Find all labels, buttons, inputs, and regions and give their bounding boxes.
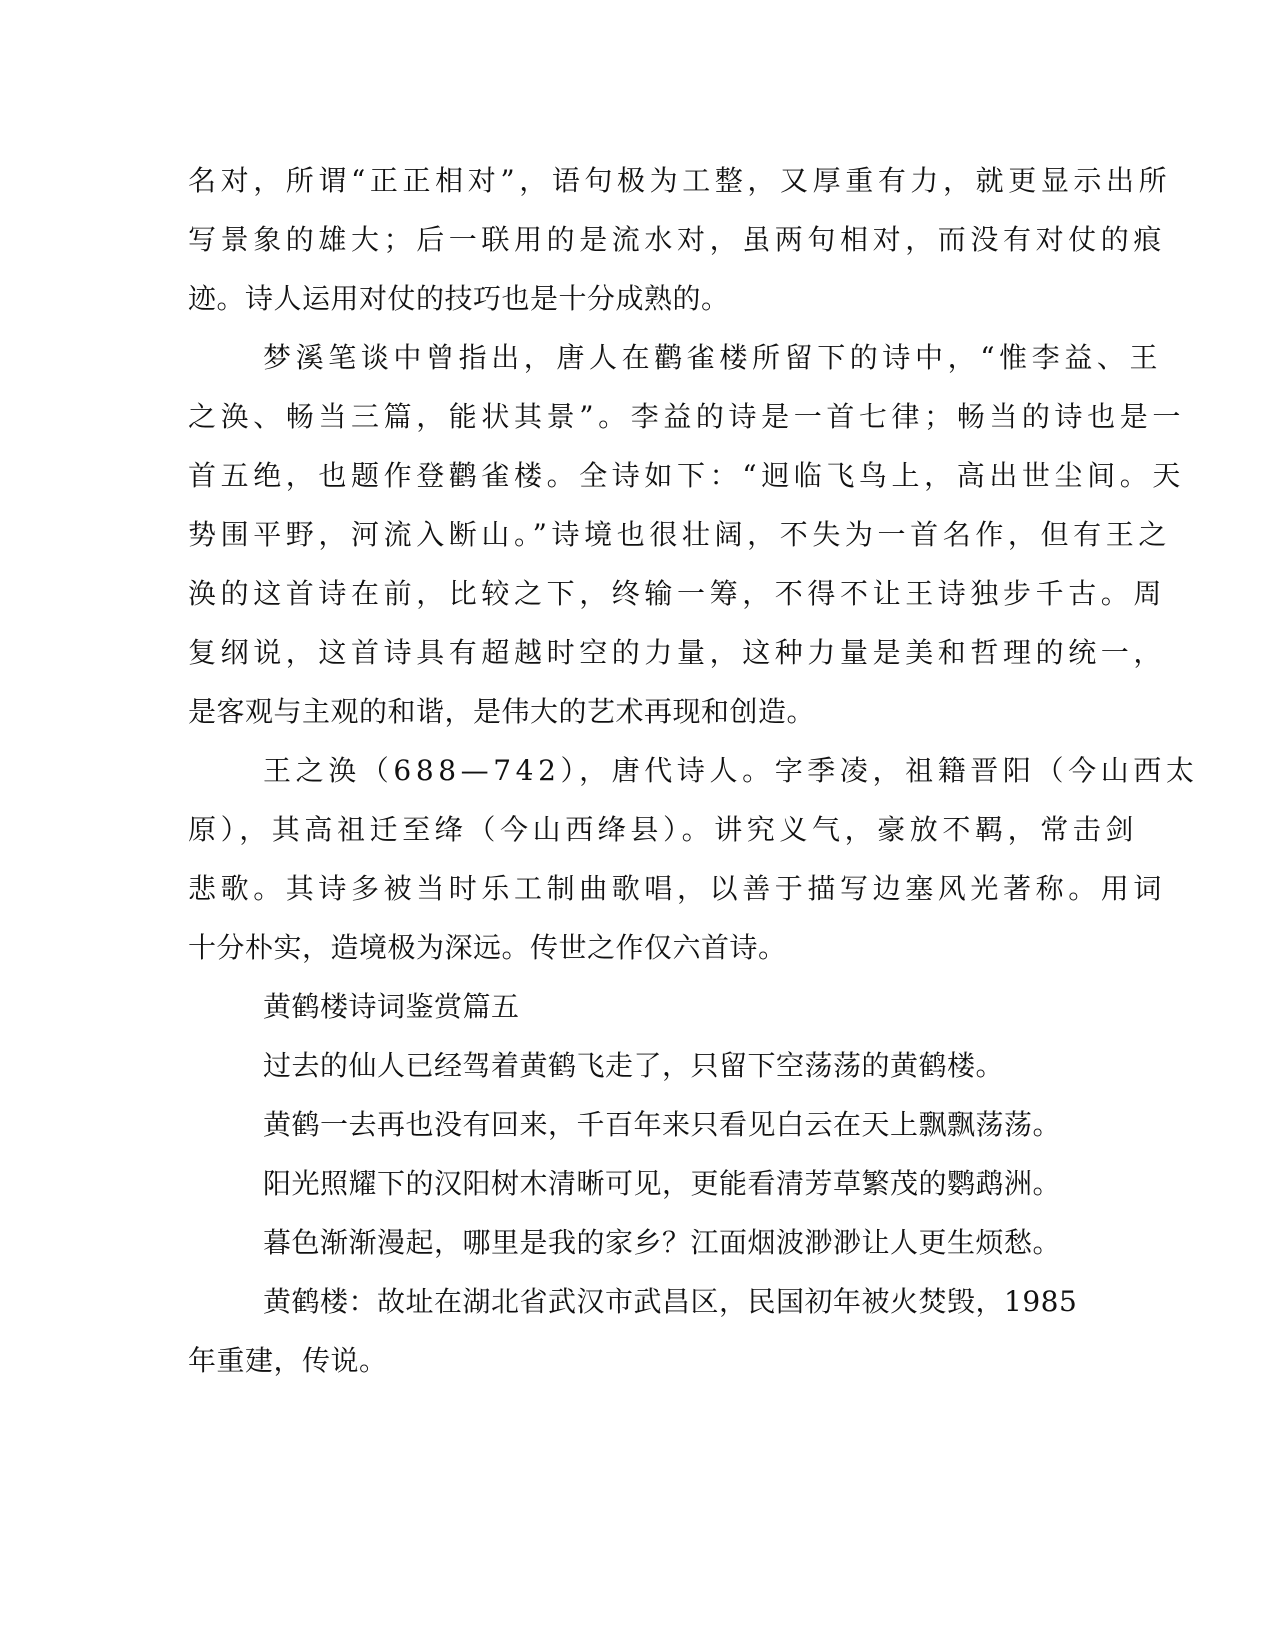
text-line: 复纲说，这首诗具有超越时空的力量，这种力量是美和哲理的统一，: [188, 636, 1167, 669]
text-line: 首五绝，也题作登鹳雀楼。全诗如下：“迥临飞鸟上，高出世尘间。天: [188, 459, 1185, 492]
text-line: 之涣、畅当三篇，能状其景”。李益的诗是一首七律；畅当的诗也是一: [188, 400, 1185, 433]
text-line: 年重建，传说。: [188, 1344, 388, 1377]
text-line: 写景象的雄大；后一联用的是流水对，虽两句相对，而没有对仗的痕: [188, 223, 1167, 256]
text-line: 王之涣（688—742），唐代诗人。字季凌，祖籍晋阳（今山西太: [263, 754, 1199, 787]
text-line: 阳光照耀下的汉阳树木清晰可见，更能看清芳草繁茂的鹦鹉洲。: [263, 1167, 1062, 1200]
text-line: 暮色渐渐漫起，哪里是我的家乡？江面烟波渺渺让人更生烦愁。: [263, 1226, 1062, 1259]
text-line: 梦溪笔谈中曾指出，唐人在鹳雀楼所留下的诗中，“惟李益、王: [263, 341, 1163, 374]
text-line: 原），其高祖迁至绛（今山西绛县）。讲究义气，豪放不羁，常击剑: [188, 813, 1139, 846]
text-line: 涣的这首诗在前，比较之下，终输一筹，不得不让王诗独步千古。周: [188, 577, 1167, 610]
text-line: 迹。诗人运用对仗的技巧也是十分成熟的。: [188, 282, 730, 315]
text-line: 十分朴实，造境极为深远。传世之作仅六首诗。: [188, 931, 787, 964]
text-line: 黄鹤楼：故址在湖北省武汉市武昌区，民国初年被火焚毁，1985: [263, 1285, 1078, 1318]
text-line: 是客观与主观的和谐，是伟大的艺术再现和创造。: [188, 695, 816, 728]
text-line: 名对，所谓“正正相对”，语句极为工整，又厚重有力，就更显示出所: [188, 164, 1172, 197]
section-heading: 黄鹤楼诗词鉴赏篇五: [263, 990, 520, 1023]
text-line: 黄鹤一去再也没有回来，千百年来只看见白云在天上飘飘荡荡。: [263, 1108, 1062, 1141]
text-line: 悲歌。其诗多被当时乐工制曲歌唱，以善于描写边塞风光著称。用词: [188, 872, 1167, 905]
text-line: 过去的仙人已经驾着黄鹤飞走了，只留下空荡荡的黄鹤楼。: [263, 1049, 1005, 1082]
text-line: 势围平野，河流入断山。”诗境也很壮阔，不失为一首名作，但有王之: [188, 518, 1171, 551]
